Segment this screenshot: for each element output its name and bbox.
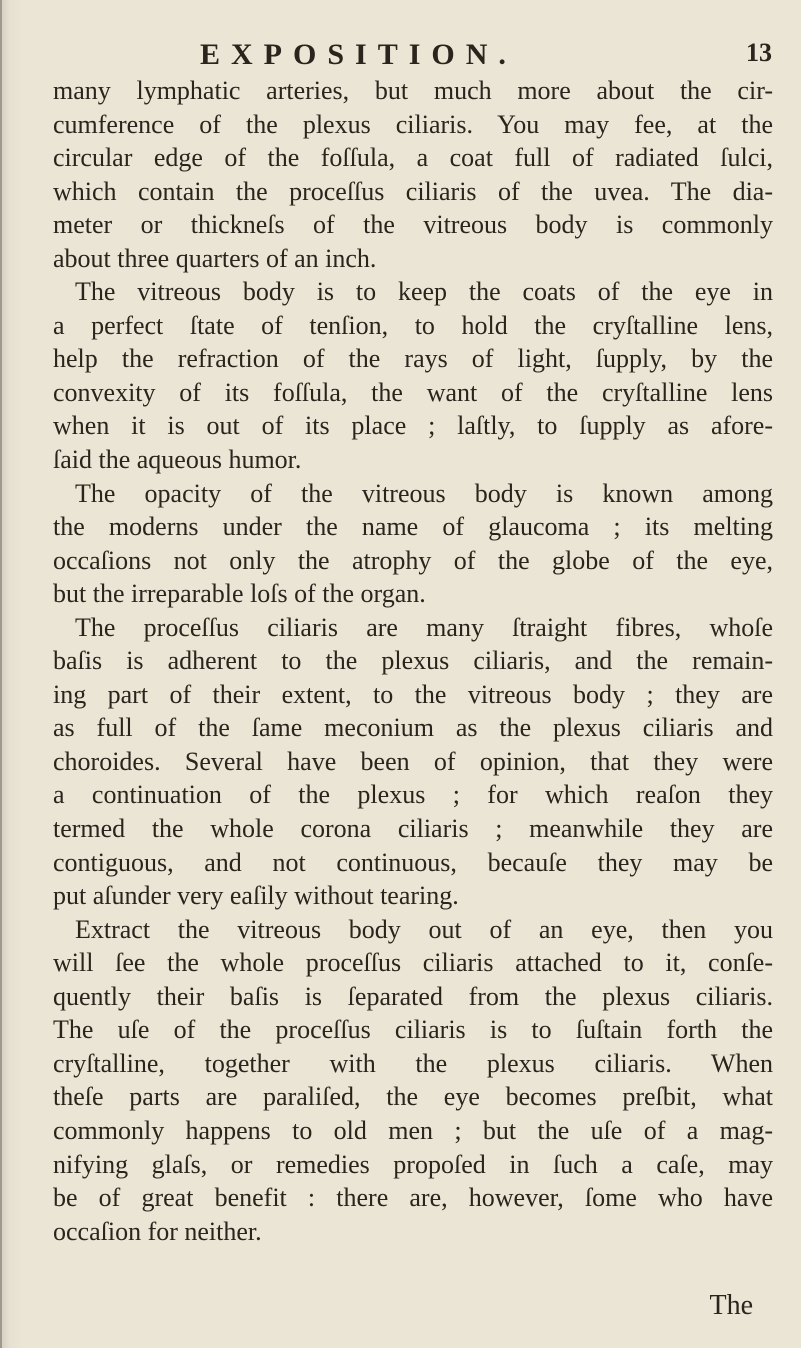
page-number: 13 [746, 38, 772, 67]
page-header [150, 10, 790, 74]
text-line: occaſion for neither. [53, 1216, 262, 1246]
text-line: circular edge of the foſſula, a coat full of radiated ſulci, [53, 143, 773, 173]
text-line: but the irreparable loſs of the organ. [53, 579, 426, 609]
text-line: ing part of their extent, to the vitreous body ; they are [53, 679, 773, 709]
text-line: The vitreous body is to keep the coats of the eye in [75, 277, 773, 307]
text-line: commonly happens to old men ; but the uſe of a mag- [53, 1115, 773, 1145]
text-line: occaſions not only the atrophy of the globe of the eye, [53, 545, 773, 575]
text-line: as full of the ſame meconium as the plexus ciliaris and [53, 713, 773, 743]
text-line: The opacity of the vitreous body is known among [75, 478, 773, 508]
text-line: The proceſſus ciliaris are many ſtraight fibres, whoſe [75, 612, 773, 642]
text-line: the moderns under the name of glaucoma ; its melting [53, 512, 773, 542]
text-line: cryſtalline, together with the plexus ciliaris. When [53, 1048, 773, 1078]
text-line: termed the whole corona ciliaris ; meanwhile they are [53, 814, 773, 844]
text-line: a perfect ſtate of tenſion, to hold the cryſtalline lens, [53, 310, 773, 340]
text-line: nifying glaſs, or remedies propoſed in ſuch a caſe, may [53, 1149, 773, 1179]
body-text [53, 74, 773, 1248]
text-line: be of great benefit : there are, however, ſome who have [53, 1183, 773, 1213]
page-gutter-edge [0, 0, 2, 1348]
text-line: help the refraction of the rays of light, ſupply, by the [53, 344, 773, 374]
running-head: EXPOSITION. [200, 38, 517, 71]
text-line: many lymphatic arteries, but much more about the cir- [53, 76, 773, 105]
text-line: convexity of its foſſula, the want of the cryſtalline lens [53, 377, 773, 407]
text-line: choroides. Several have been of opinion, that they were [53, 746, 773, 776]
text-line: cumference of the plexus ciliaris. You may fee, at the [53, 109, 773, 139]
text-line: which contain the proceſſus ciliaris of the uvea. The dia- [53, 176, 773, 206]
text-line: theſe parts are paraliſed, the eye becomes preſbit, what [53, 1082, 773, 1112]
text-line: Extract the vitreous body out of an eye, then you [75, 914, 773, 944]
text-line: meter or thickneſs of the vitreous body is commonly [53, 210, 773, 240]
text-line: contiguous, and not continuous, becauſe they may be [53, 847, 773, 877]
text-line: about three quarters of an inch. [53, 243, 377, 273]
text-line: when it is out of its place ; laſtly, to ſupply as afore- [53, 411, 773, 441]
text-line: will ſee the whole proceſſus ciliaris attached to it, conſe- [53, 948, 773, 978]
text-line: baſis is adherent to the plexus ciliaris, and the remain- [53, 646, 773, 676]
text-line: put aſunder very eaſily without tearing. [53, 881, 459, 911]
catchword: The [709, 1290, 753, 1321]
text-line: ſaid the aqueous humor. [53, 445, 302, 475]
text-line: The uſe of the proceſſus ciliaris is to ſuſtain forth the [53, 1015, 773, 1045]
text-line: a continuation of the plexus ; for which reaſon they [53, 780, 773, 810]
text-line: quently their baſis is ſeparated from the plexus ciliaris. [53, 981, 773, 1011]
